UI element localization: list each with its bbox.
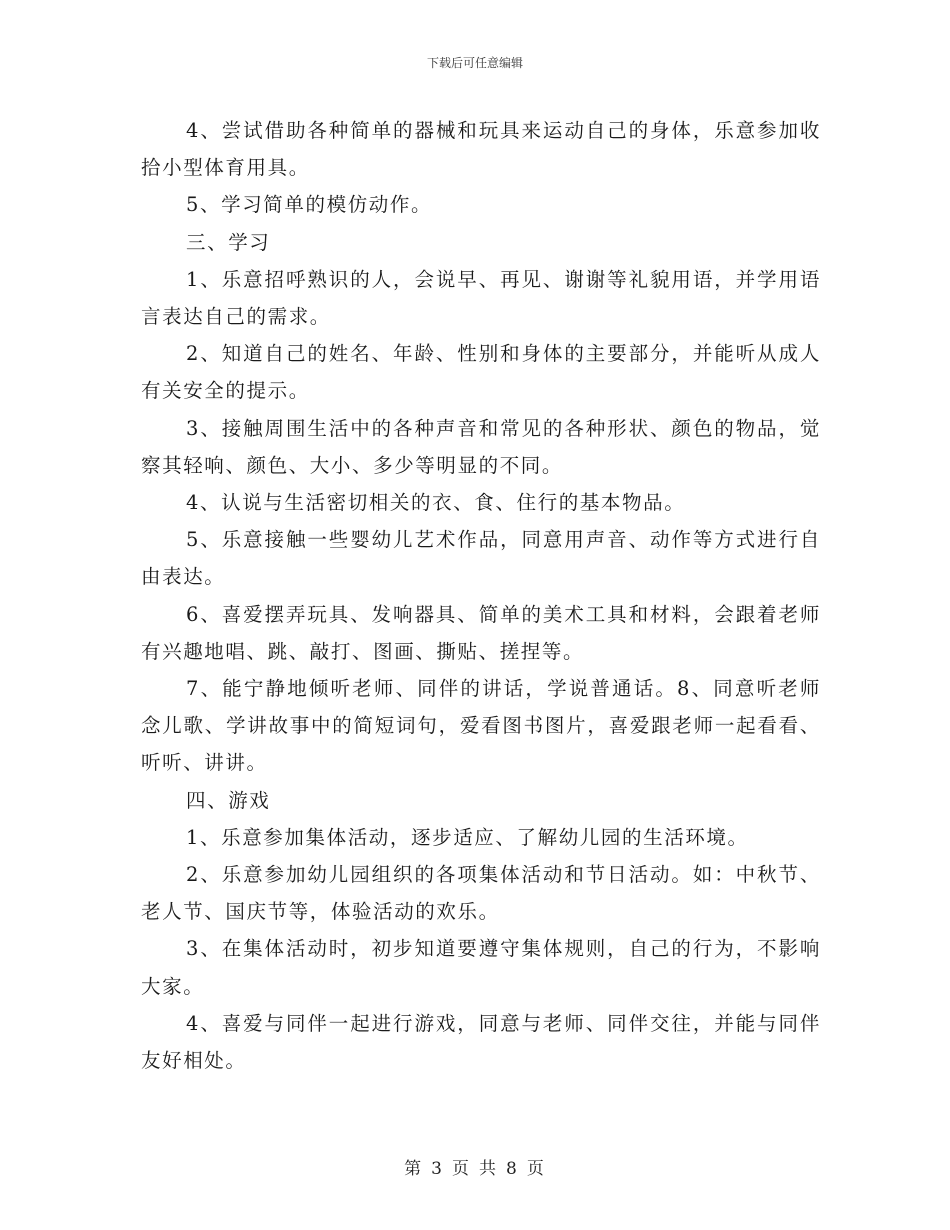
paragraph: 4、喜爱与同伴一起进行游戏，同意与老师、同伴交往，并能与同伴友好相处。 [141,1011,821,1073]
paragraph: 2、知道自己的姓名、年龄、性别和身体的主要部分，并能听从成人有关安全的提示。 [141,342,821,403]
section-heading: 三、学习 [186,230,271,254]
paragraph: 2、乐意参加幼儿园组织的各项集体活动和节日活动。如：中秋节、老人节、国庆节等，体验活动的欢乐。 [141,863,821,924]
paragraph: 4、尝试借助各种简单的器械和玩具来运动自己的身体，乐意参加收拾小型体育用具。 [141,119,821,180]
paragraph: 6、喜爱摆弄玩具、发响器具、简单的美术工具和材料，会跟着老师有兴趣地唱、跳、敲打、图画、撕贴、搓捏等。 [141,602,821,663]
document-body [141,112,821,1079]
page-header: 下载后可任意编辑 [426,56,523,70]
paragraph: 3、在集体活动时，初步知道要遵守集体规则，自己的行为，不影响大家。 [141,937,821,998]
total-pages: 8 [506,1159,519,1179]
paragraph: 7、能宁静地倾听老师、同伴的讲话，学说普通话。8、同意听老师念儿歌、学讲故事中的简短词句，爱看图书图片，喜爱跟老师一起看看、听听、讲讲。 [141,677,821,775]
paragraph: 1、乐意招呼熟识的人，会说早、再见、谢谢等礼貌用语，并学用语言表达自己的需求。 [141,267,821,329]
page-footer [0,1154,950,1179]
paragraph: 1、乐意参加集体活动，逐步适应、了解幼儿园的生活环境。 [186,825,749,849]
paragraph: 3、接触周围生活中的各种声音和常见的各种形状、颜色的物品，觉察其轻响、颜色、大小、多少等明显的不同。 [141,416,821,477]
page-number: 3 [431,1159,444,1179]
section-heading: 四、游戏 [186,788,271,812]
footer-total-unit: 页 [526,1159,546,1179]
paragraph: 4、认说与生活密切相关的衣、食、住行的基本物品。 [186,491,686,515]
footer-total-prefix: 共 [479,1159,498,1179]
footer-page-unit: 页 [452,1159,471,1179]
paragraph: 5、学习简单的模仿动作。 [186,193,433,217]
footer-prefix: 第 [404,1159,424,1179]
paragraph: 5、乐意接触一些婴幼儿艺术作品，同意用声音、动作等方式进行自由表达。 [141,528,821,589]
